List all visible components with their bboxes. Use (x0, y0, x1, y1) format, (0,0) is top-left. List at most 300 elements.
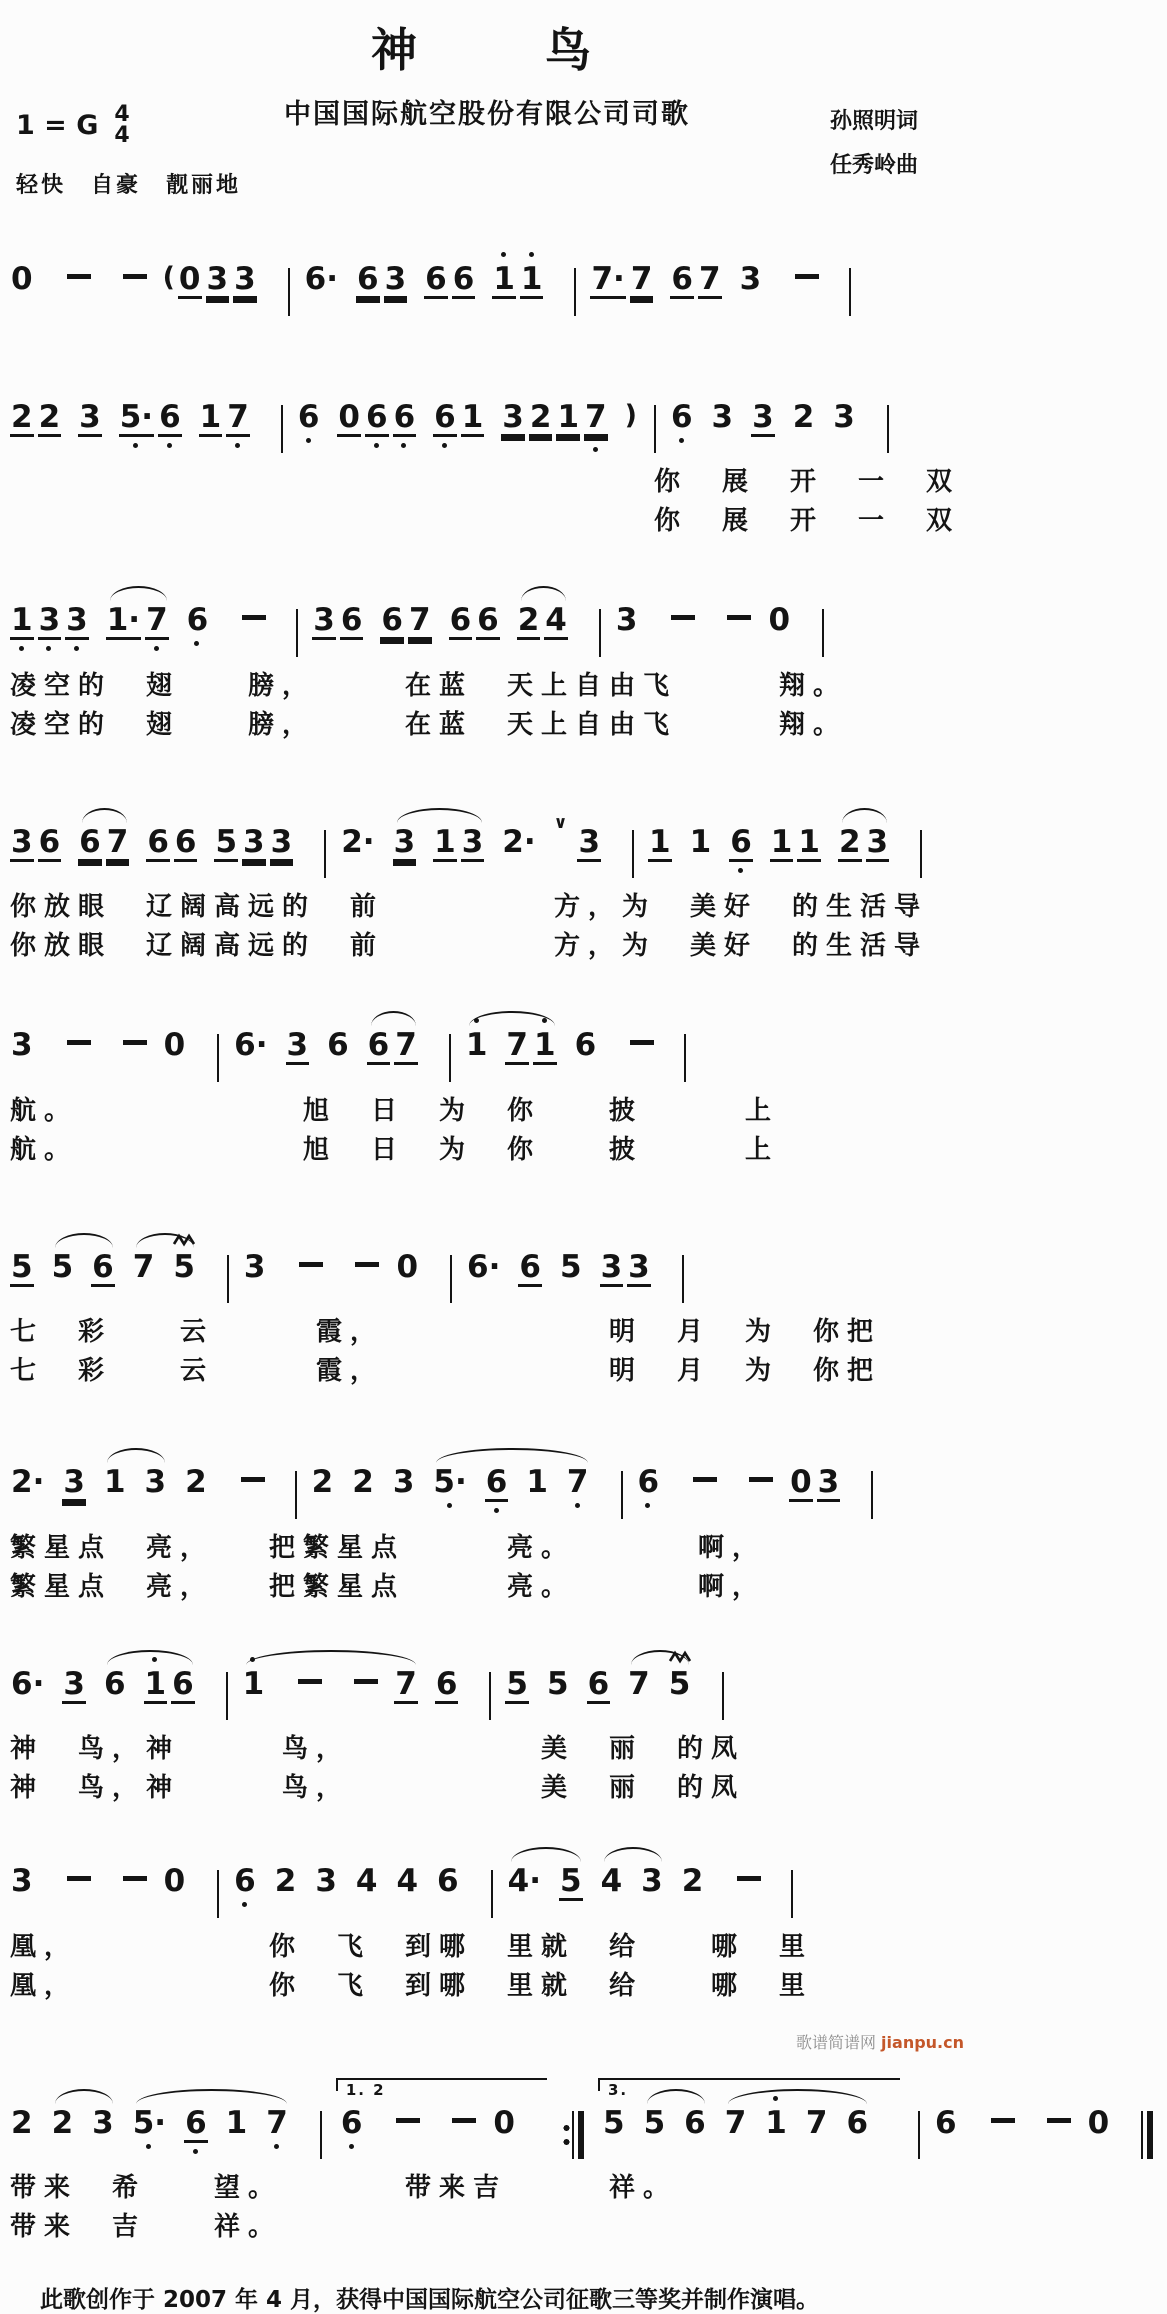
note: 5 (643, 2104, 666, 2141)
note: 3 (628, 1248, 650, 1285)
cue-parenthesis: ( (162, 262, 175, 293)
slur-group (600, 1864, 664, 1898)
cue-parenthesis: ) (624, 399, 637, 431)
barline (286, 268, 292, 316)
barline (789, 1870, 795, 1918)
bar-line (791, 1870, 793, 1918)
octave-dot-below (146, 2144, 151, 2149)
slur-group (643, 2106, 707, 2140)
note: 6 (729, 825, 753, 859)
lyrics-line: 你 展 开 一 双 (654, 506, 961, 536)
barline (916, 2111, 922, 2159)
note: 6 (935, 2104, 957, 2141)
note: 3 (817, 1464, 840, 1500)
watermark-domain: jianpu.cn (881, 2033, 964, 2052)
note: 7· (591, 261, 625, 297)
note: 6 (38, 823, 61, 860)
note: 6 (340, 602, 363, 638)
lyrics-line: 凌空的 翅 膀， 在蓝 天上自由飞 翔。 (10, 670, 848, 701)
barline (489, 1870, 495, 1918)
barline (652, 405, 658, 453)
note: 0 (493, 2104, 515, 2141)
note: 6 (92, 1248, 114, 1285)
note: 6 (381, 602, 403, 638)
bar-line (822, 609, 824, 657)
barline (572, 268, 578, 316)
note: 1 (10, 603, 34, 637)
duration-dash (671, 615, 695, 620)
music-system (6, 785, 968, 967)
notes-row (6, 1437, 968, 1529)
octave-dot-above (773, 2096, 778, 2101)
slur-group (432, 1465, 589, 1499)
note: 0 (768, 602, 791, 638)
note: 5 (51, 1248, 74, 1285)
notes-row (6, 1639, 968, 1731)
key-label: 1 = G (16, 109, 99, 141)
music-system (6, 234, 968, 326)
note: 2 (185, 1464, 207, 1500)
note: 3 (752, 398, 774, 435)
bar-line (871, 1471, 873, 1519)
note: 7 (226, 400, 250, 434)
note: 4 (600, 1863, 623, 1899)
octave-dot-below (74, 646, 79, 651)
barline (869, 1471, 875, 1519)
barline (680, 1255, 686, 1303)
octave-dot-above (501, 252, 506, 257)
barline (820, 609, 826, 657)
note: 6 (485, 1465, 509, 1499)
footer-note: 此歌创作于 2007 年 4 月，获得中国国际航空公司征歌三等奖并制作演唱。 (40, 2287, 820, 2313)
note: 7 (584, 400, 608, 434)
note: 3 (578, 823, 601, 860)
notes-row (6, 1836, 968, 1928)
lyrics-line: 带来 希 望。 带来吉 祥。 (10, 2173, 678, 2203)
music-system (6, 1000, 968, 1170)
notes-row (6, 2050, 1110, 2170)
note: 5· (119, 400, 154, 434)
note: 2 (681, 1863, 704, 1899)
duration-dash (693, 1477, 717, 1482)
slur-group (465, 1028, 557, 1062)
duration-dash (241, 1477, 265, 1482)
song-subtitle: 中国国际航空股份有限公司司歌 (284, 99, 690, 130)
notes-row (6, 785, 968, 889)
lyrics-line: 带来 吉 祥。 (10, 2212, 283, 2242)
duration-dash (727, 615, 751, 620)
note: 2· (341, 823, 375, 860)
bar-thick (1147, 2111, 1153, 2159)
note: 6 (846, 2104, 869, 2141)
lyrics-line: 凌空的 翅 膀， 在蓝 天上自由飞 翔。 (10, 709, 848, 740)
octave-dot-below (494, 1508, 499, 1513)
note: 6 (449, 602, 472, 638)
duration-dash (396, 2118, 420, 2123)
note: 1· (106, 602, 141, 638)
note: 6· (467, 1248, 501, 1285)
octave-dot-below (235, 443, 240, 448)
bar-thin (572, 2111, 574, 2159)
bar-line (918, 2111, 920, 2159)
note: 6 (327, 1027, 349, 1063)
duration-dash (298, 1679, 322, 1684)
barline (630, 830, 636, 878)
note: 1 (798, 823, 820, 860)
note: 7 (395, 1665, 417, 1702)
lyrics-line: 你 展 开 一 双 (654, 467, 961, 497)
lyrics-line: 七 彩 云 霞， 明 月 为 你把 (10, 1356, 882, 1386)
slur-group (132, 1250, 196, 1284)
barline (215, 1870, 221, 1918)
octave-dot-below (274, 2144, 279, 2149)
octave-dot-below (349, 2144, 354, 2149)
octave-dot-below (447, 1503, 452, 1508)
credits (830, 100, 918, 188)
notes-row (6, 234, 968, 326)
note: 4· (507, 1863, 541, 1899)
octave-dot-below (167, 443, 172, 448)
note: 1 (520, 262, 544, 296)
music-system (6, 372, 968, 542)
note: 1 (689, 823, 712, 860)
note: 3 (144, 1464, 167, 1500)
duration-dash (299, 1262, 323, 1267)
song-title: 神 鸟 (371, 23, 603, 77)
note: 1 (649, 823, 671, 860)
note: 3 (11, 1027, 33, 1063)
note: 2 (11, 2104, 33, 2141)
note: 2 (792, 398, 815, 435)
note: 1 (533, 1028, 557, 1062)
key-signature (16, 104, 130, 146)
note: 5 (559, 1863, 582, 1899)
bar-line (682, 1255, 684, 1303)
volta-label: 1. 2 (345, 2080, 386, 2099)
lyrics-line: 神 鸟，神 鸟， 美 丽 的凤 (10, 1773, 746, 1803)
mordent-icon (173, 1234, 195, 1246)
octave-dot-above (250, 1657, 255, 1662)
note: 6· (11, 1665, 45, 1702)
note: 3 (833, 398, 855, 435)
duration-dash (991, 2118, 1015, 2123)
note: 7 (265, 2106, 289, 2140)
note: 0 (338, 398, 360, 435)
note: 1 (225, 2104, 248, 2141)
note: 6 (670, 400, 694, 434)
bar-line (281, 405, 283, 453)
music-system (6, 1222, 968, 1392)
slur-group (103, 1465, 167, 1499)
mordent-icon (669, 1651, 691, 1663)
octave-dot-below (19, 646, 24, 651)
note: 2· (11, 1464, 45, 1500)
notes-row (6, 1222, 968, 1314)
slur-group (51, 1250, 115, 1284)
note: 1 (103, 1464, 126, 1500)
note: 6 (393, 400, 417, 434)
note: 0 (163, 1027, 186, 1063)
repeat-barline (563, 2111, 586, 2159)
barline (225, 1255, 231, 1303)
barline (447, 1034, 453, 1082)
bar-line (621, 1471, 623, 1519)
bar-line (887, 405, 889, 453)
bar-line (295, 1471, 297, 1519)
duration-dash (67, 274, 91, 279)
note: 3 (79, 398, 101, 435)
composer: 任秀岭曲 (829, 153, 918, 178)
note: 7 (630, 261, 653, 297)
note: 7 (395, 1027, 417, 1063)
note: 6 (357, 261, 379, 297)
note: 2 (352, 1464, 374, 1500)
note: 3 (11, 823, 33, 860)
octave-dot-above (529, 252, 534, 257)
note: 6 (147, 823, 169, 860)
note: 3 (315, 1863, 337, 1899)
note: 7 (408, 602, 431, 638)
octave-dot-below (306, 438, 311, 443)
meter-upper: 4 (114, 102, 130, 127)
note: 2 (517, 602, 540, 638)
octave-dot-below (738, 868, 743, 873)
bar-line (320, 2111, 322, 2159)
lyrics-line: 七 彩 云 霞， 明 月 为 你把 (10, 1317, 882, 1347)
note: 3 (384, 261, 407, 297)
notes-row (6, 372, 968, 464)
note: 6 (79, 823, 101, 860)
note: 1 (465, 1028, 489, 1062)
slur-group (242, 1667, 418, 1701)
note: 5 (546, 1665, 569, 1702)
note: 7 (566, 1465, 590, 1499)
barline (293, 1471, 299, 1519)
notes-row (6, 1000, 968, 1092)
bar-line (574, 268, 576, 316)
octave-dot-below (401, 443, 406, 448)
duration-dash (67, 1040, 91, 1045)
note: 1 (242, 1667, 266, 1701)
note: 0 (178, 261, 201, 297)
note: 0 (11, 261, 33, 297)
note: 3 (615, 602, 638, 638)
note: 3 (600, 1248, 623, 1285)
bar-line (226, 1672, 228, 1720)
note: 1 (144, 1667, 168, 1701)
bar-line (849, 268, 851, 316)
watermark-site: 歌谱简谱网 (795, 2033, 882, 2052)
note: 6 (184, 2106, 208, 2140)
octave-dot-above (542, 1018, 547, 1023)
duration-dash (123, 1040, 147, 1045)
note: 6· (304, 261, 339, 297)
barline (720, 1672, 726, 1720)
note: 6 (297, 400, 321, 434)
note: 3 (206, 261, 229, 297)
lyrics-line: 你放眼 辽阔高远的 前 方，为 美好 的生活导 (10, 931, 929, 961)
note: 6 (671, 261, 693, 297)
note: 7 (628, 1665, 650, 1702)
note: 2 (838, 823, 861, 860)
barline (918, 830, 924, 878)
duration-dash (795, 274, 819, 279)
barline (279, 405, 285, 453)
note: 6 (174, 823, 197, 860)
slur-group (367, 1028, 418, 1062)
note: 3 (286, 1027, 309, 1063)
note: 1 (461, 398, 484, 435)
barline (597, 609, 603, 657)
slur-group (838, 825, 889, 859)
lyricist: 孙照明词 (829, 109, 918, 134)
slur-group (724, 2106, 869, 2140)
volta-bracket (598, 2078, 900, 2140)
note: 5· (132, 2106, 167, 2140)
final-barline (1139, 2111, 1155, 2159)
note: 5 (559, 1248, 582, 1285)
note: 5 (668, 1667, 692, 1701)
barline (619, 1471, 625, 1519)
bar-line (684, 1034, 686, 1082)
note: 1 (434, 823, 456, 860)
octave-dot-below (194, 641, 199, 646)
note: 3 (63, 1464, 85, 1500)
note: 6 (233, 1864, 257, 1898)
note: 1 (526, 1464, 548, 1500)
bar-line (632, 830, 634, 878)
volta-bracket (336, 2078, 547, 2140)
barline (682, 1034, 688, 1082)
octave-dot-below (193, 2149, 198, 2154)
slur-group (132, 2106, 289, 2140)
slur-group (393, 825, 485, 859)
meter-lower: 4 (114, 123, 130, 148)
barline (487, 1672, 493, 1720)
note: 3 (92, 2104, 114, 2141)
note: 3 (38, 603, 62, 637)
note: 2 (311, 1464, 334, 1500)
note: 4 (355, 1863, 378, 1899)
bar-line (227, 1255, 229, 1303)
note: 6 (637, 1465, 661, 1499)
barline (215, 1034, 221, 1082)
music-system (6, 1836, 968, 2006)
note: 3 (866, 823, 889, 860)
bar-line (599, 609, 601, 657)
octave-dot-below (645, 1503, 650, 1508)
music-system (6, 1437, 968, 1607)
bar-line (217, 1034, 219, 1082)
note: 4 (545, 602, 567, 638)
bar-line (654, 405, 656, 453)
lyrics-line: 凰， 你 飞 到哪 里就 给 哪 里 (10, 1931, 814, 1962)
note: 6 (365, 400, 389, 434)
duration-dash (630, 1040, 654, 1045)
score-header (0, 0, 974, 226)
note: 4 (396, 1863, 419, 1899)
note: 0 (163, 1863, 186, 1899)
music-system (6, 575, 968, 745)
note: 5 (11, 1248, 33, 1285)
note: 0 (790, 1464, 812, 1500)
note: 1 (764, 2106, 788, 2140)
note: 7 (506, 1027, 528, 1063)
note: 3 (234, 261, 256, 297)
note: 6 (477, 602, 499, 638)
barline (885, 405, 891, 453)
note: 2 (51, 2104, 74, 2141)
note: 6 (574, 1027, 597, 1063)
bar-line (489, 1672, 491, 1720)
note: 7 (132, 1248, 155, 1285)
note: 6 (452, 261, 475, 297)
octave-dot-below (374, 443, 379, 448)
duration-dash (123, 1876, 147, 1881)
notes-row (6, 575, 968, 667)
octave-dot-below (442, 443, 447, 448)
note: 3 (65, 603, 89, 637)
note: 7 (145, 603, 169, 637)
note: 2 (274, 1863, 297, 1899)
note: 3 (243, 1248, 266, 1285)
note: 6 (519, 1248, 541, 1285)
octave-dot-below (154, 646, 159, 651)
note: 5· (432, 1465, 467, 1499)
score (0, 234, 1110, 2247)
octave-dot-below (679, 438, 684, 443)
duration-dash (737, 1876, 761, 1881)
bar-line (449, 1034, 451, 1082)
note: 6 (433, 400, 457, 434)
octave-dot-below (133, 443, 138, 448)
barline (294, 609, 300, 657)
note: 3 (313, 602, 335, 638)
note: 6 (437, 1863, 459, 1899)
note: 5 (172, 1250, 196, 1284)
note: 7 (724, 2104, 747, 2141)
slur-group (507, 1864, 583, 1898)
lyrics-line: 航。 旭 日 为 你 披 上 (10, 1134, 780, 1165)
note: 6 (435, 1665, 458, 1702)
breath-mark: ∨ (553, 812, 568, 833)
note: 3 (63, 1665, 85, 1702)
slur-group (627, 1667, 691, 1701)
octave-dot-below (242, 1902, 247, 1907)
note: 2 (38, 398, 61, 435)
note: 2 (11, 398, 33, 435)
lyrics-line: 繁星点 亮， 把繁星点 亮。 啊， (10, 1571, 767, 1602)
note: 5 (215, 823, 238, 860)
bar-line (288, 268, 290, 316)
duration-dash (67, 1876, 91, 1881)
note: 7 (106, 823, 129, 860)
note: 3 (270, 823, 293, 860)
note: 3 (502, 398, 524, 435)
lyrics-line: 凰， 你 飞 到哪 里就 给 哪 里 (10, 1970, 814, 2001)
note: 6 (158, 400, 182, 434)
duration-dash (123, 274, 147, 279)
music-system (6, 2050, 1110, 2248)
bar-line (920, 830, 922, 878)
tempo-marking: 轻快 自豪 靓丽地 (16, 173, 242, 198)
barline (318, 2111, 324, 2159)
bar-line (722, 1672, 724, 1720)
note: 6· (234, 1027, 268, 1063)
note: 3 (461, 823, 484, 860)
bar-thick (578, 2111, 584, 2159)
duration-dash (242, 615, 266, 620)
